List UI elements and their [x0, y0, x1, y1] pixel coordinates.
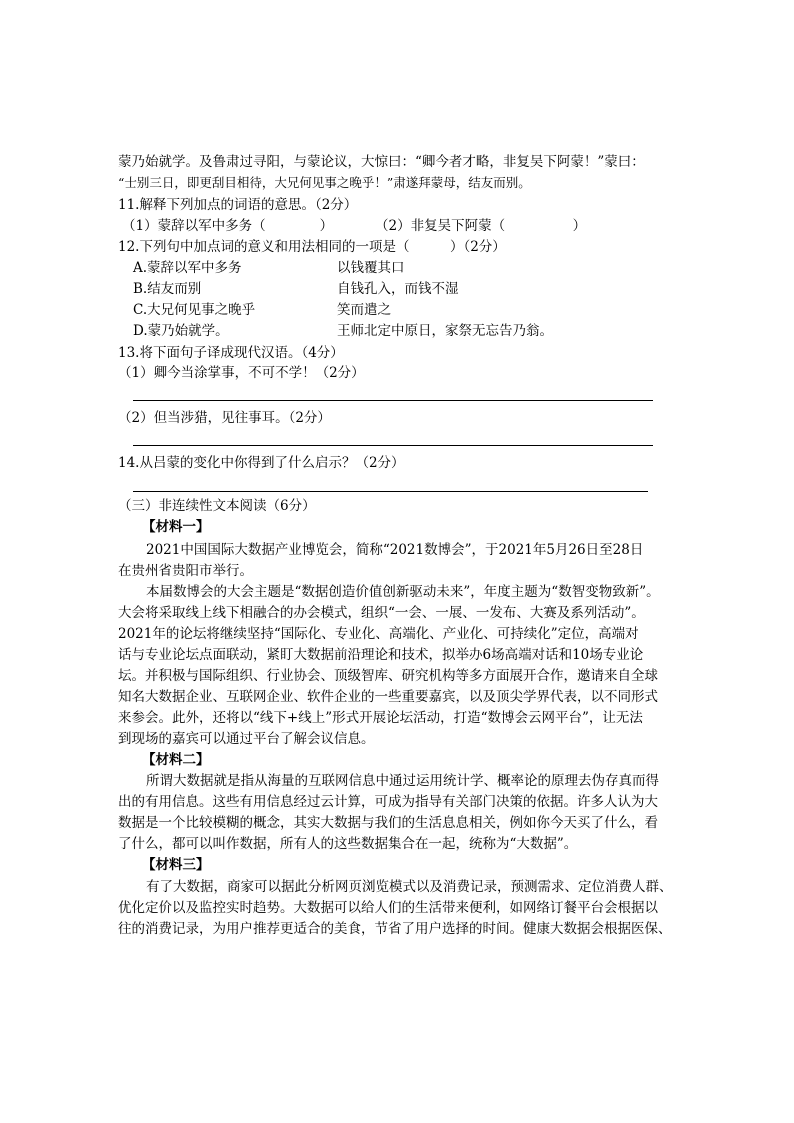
- material-1-line: 到现场的嘉宾可以通过平台了解会议信息。: [118, 731, 375, 747]
- option-a-right: 以钱覆其口: [337, 260, 405, 276]
- material-3-line: 有了大数据，商家可以据此分析网页浏览模式以及消费记录，预测需求、定位消费人群、: [146, 879, 673, 895]
- option-b-left: B.结友而别: [133, 281, 202, 297]
- question-12-title: 12.下列句中加点词的意义和用法相同的一项是（ ）（2分）: [118, 239, 506, 255]
- material-2-label: 【材料二】: [142, 752, 210, 768]
- question-13-item-1: （1）卿今当涂掌事，不可不学！（2分）: [118, 365, 365, 381]
- answer-line[interactable]: [133, 400, 653, 401]
- material-2-line: 出的有用信息。这些有用信息经过云计算，可成为指导有关部门决策的依据。许多人认为大: [118, 794, 658, 810]
- question-14-title: 14.从吕蒙的变化中你得到了什么启示？（2分）: [118, 455, 405, 471]
- material-2-line: 了什么，都可以叫作数据，所有人的这些数据集合在一起，统称为“大数据”。: [118, 836, 578, 852]
- material-1-line: 本届数博会的大会主题是“数据创造价值创新驱动未来”，年度主题为“数智变物致新”。: [146, 584, 660, 600]
- question-13-item-2: （2）但当涉猎，见往事耳。（2分）: [118, 410, 331, 426]
- question-13-title: 13.将下面句子译成现代汉语。（4分）: [118, 345, 344, 361]
- question-11-title: 11.解释下列加点的词语的意思。（2分）: [118, 197, 358, 213]
- section-3-title: （三）非连续性文本阅读（6分）: [118, 498, 316, 514]
- option-a-left: A.蒙辞以军中多务: [133, 260, 242, 276]
- material-2-line: 所谓大数据就是指从海量的互联网信息中通过运用统计学、概率论的原理去伪存真而得: [146, 773, 659, 789]
- material-2-line: 数据是一个比较模糊的概念，其实大数据与我们的生活息息相关，例如你今天买了什么，看: [118, 815, 658, 831]
- material-1-line: 坛。并积极与国际组织、行业协会、顶级智库、研究机构等多方面展开合作，邀请来自全球: [118, 668, 658, 684]
- option-d-left: D.蒙乃始就学。: [133, 323, 229, 339]
- question-11-item-1: （1）蒙辞以军中多务（ ）: [122, 218, 334, 234]
- passage-line: 蒙乃始就学。及鲁肃过寻阳，与蒙论议，大惊曰：“卿今者才略，非复吴下阿蒙！”蒙曰：: [118, 154, 645, 170]
- material-1-line: 来参会。此外，还将以“线下+线上”形式开展论坛活动，打造“数博会云网平台”，让无法: [118, 710, 643, 726]
- option-b-right: 自钱孔入，而钱不湿: [337, 281, 459, 297]
- option-c-right: 笑而遣之: [337, 302, 391, 318]
- answer-line[interactable]: [133, 491, 648, 492]
- passage-line: “士别三日，即更刮目相待，大兄何见事之晚乎！”肃遂拜蒙母，结友而别。: [118, 175, 531, 190]
- material-1-line: 话与专业论坛点面联动，紧盯大数据前沿理论和技术，拟举办6场高端对话和10场专业论: [118, 647, 644, 663]
- material-1-line: 2021中国国际大数据产业博览会，简称“2021数博会”，于2021年5月26日至28日: [146, 542, 644, 558]
- answer-line[interactable]: [133, 445, 653, 446]
- material-1-line: 2021年的论坛将继续坚持“国际化、专业化、高端化、产业化、可持续化”定位，高端对: [118, 626, 639, 642]
- option-c-left: C.大兄何见事之晚乎: [133, 302, 256, 318]
- material-3-line: 优化定价以及监控实时趋势。大数据可以给人们的生活带来便利，如网络订餐平台会根据以: [118, 900, 658, 916]
- material-1-line: 大会将采取线上线下相融合的办会模式，组织“一会、一展、一发布、大赛及系列活动”。: [118, 605, 645, 621]
- material-1-line: 知名大数据企业、互联网企业、软件企业的一些重要嘉宾，以及顶尖学界代表，以不同形式: [118, 689, 658, 705]
- material-1-label: 【材料一】: [142, 519, 210, 535]
- option-d-right: 王师北定中原日，家祭无忘告乃翁。: [337, 323, 553, 339]
- material-1-line: 在贵州省贵阳市举行。: [118, 563, 253, 579]
- material-3-line: 往的消费记录，为用户推荐更适合的美食，节省了用户选择的时间。健康大数据会根据医保、: [118, 921, 672, 937]
- question-11-item-2: （2）非复吴下阿蒙（ ）: [375, 218, 587, 234]
- material-3-label: 【材料三】: [142, 857, 210, 873]
